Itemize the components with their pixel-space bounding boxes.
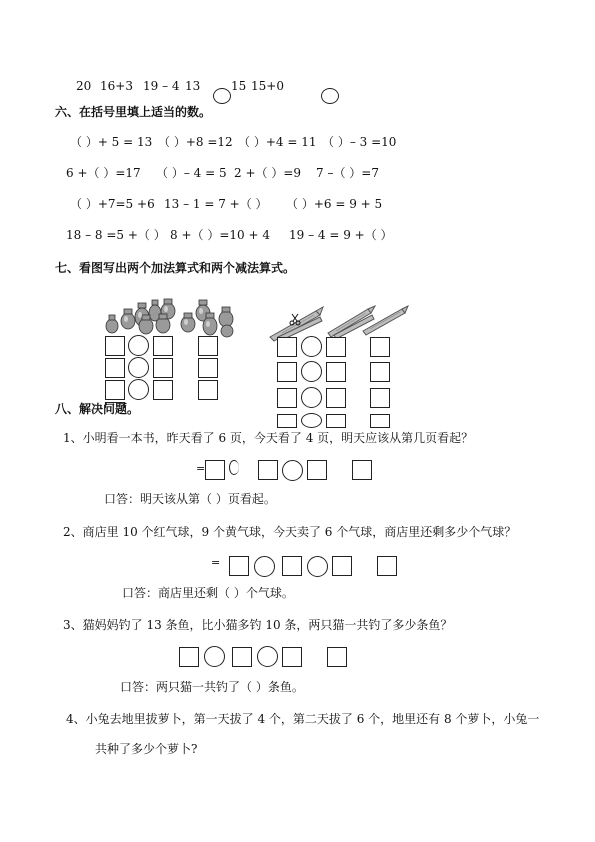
fill-blank-item[interactable]: 13 – 1 = 7 +（ ）: [164, 197, 268, 211]
section7-title: 七、看图写出两个加法算式和两个减法算式。: [55, 261, 296, 275]
equals-mark: =: [211, 556, 221, 569]
answer-box[interactable]: [229, 556, 249, 576]
fill-blank-item[interactable]: 6 +（ ）=17: [66, 166, 141, 180]
answer-box[interactable]: [370, 414, 390, 428]
top-row-expr-15-0: 15+0: [251, 79, 284, 93]
answer-box[interactable]: [153, 358, 173, 378]
answer-box[interactable]: [258, 460, 278, 480]
answer-box[interactable]: [277, 414, 297, 428]
answer-box[interactable]: [326, 388, 346, 408]
answer-box[interactable]: [332, 556, 352, 576]
answer-box[interactable]: [352, 460, 372, 480]
fill-blank-item[interactable]: 8 +（ ）=10 + 4: [170, 228, 270, 242]
answer-box[interactable]: [153, 380, 173, 400]
top-row-num-13: 13: [185, 79, 201, 93]
question-4-text-line2: 共种了多少个萝卜?: [95, 742, 198, 756]
question-2-text: 2、商店里 10 个红气球，9 个黄气球，今天卖了 6 个气球，商店里还剩多少个气球？: [63, 525, 517, 539]
answer-box[interactable]: [198, 358, 218, 378]
scissors-icon: [289, 313, 301, 327]
answer-box[interactable]: [370, 362, 390, 382]
answer-box[interactable]: [179, 647, 199, 667]
question-2-answer: 口答：商店里还剩（ ）个气球。: [122, 586, 294, 600]
answer-box[interactable]: [282, 647, 302, 667]
operator-circle[interactable]: [128, 357, 149, 378]
compare-circle[interactable]: [321, 88, 339, 104]
answer-box[interactable]: [370, 388, 390, 408]
answer-box[interactable]: [307, 460, 327, 480]
answer-box[interactable]: [277, 337, 297, 357]
operator-circle[interactable]: [301, 387, 322, 408]
fill-blank-item[interactable]: 19 – 4 = 9 +（ ）: [289, 228, 393, 242]
answer-box[interactable]: [327, 647, 347, 667]
answer-box[interactable]: [105, 358, 125, 378]
question-1-answer: 口答：明天该从第（ ）页看起。: [104, 492, 276, 506]
operator-circle[interactable]: [254, 556, 275, 577]
operator-circle[interactable]: [229, 460, 239, 475]
answer-box[interactable]: [326, 362, 346, 382]
fill-blank-item[interactable]: 7 –（ ）=7: [316, 166, 379, 180]
compare-circle[interactable]: [213, 88, 231, 104]
answer-box[interactable]: [198, 336, 218, 356]
fill-blank-item[interactable]: （ ）– 3 =10: [322, 135, 397, 149]
operator-circle[interactable]: [128, 335, 149, 356]
section8-title: 八、解决问题。: [55, 402, 140, 416]
operator-circle[interactable]: [301, 336, 322, 357]
operator-circle[interactable]: [282, 460, 303, 481]
top-row-num-15: 15: [231, 79, 247, 93]
answer-box[interactable]: [377, 556, 397, 576]
top-row-num-20: 20: [76, 79, 92, 93]
fill-blank-item[interactable]: （ ）+8 =12: [158, 135, 233, 149]
answer-box[interactable]: [277, 362, 297, 382]
fill-blank-item[interactable]: （ ）+ 5 = 13: [70, 135, 153, 149]
fill-blank-item[interactable]: （ ）+6 = 9 + 5: [286, 197, 383, 211]
fill-blank-item[interactable]: 18 – 8 =5 +（ ）: [66, 228, 166, 242]
answer-box[interactable]: [326, 337, 346, 357]
operator-circle[interactable]: [307, 556, 328, 577]
top-row-expr-19-4: 19 – 4: [143, 79, 180, 93]
operator-circle[interactable]: [301, 413, 322, 428]
operator-circle[interactable]: [301, 361, 322, 382]
answer-box[interactable]: [326, 414, 346, 428]
question-3-answer: 口答：两只猫一共钓了（ ）条鱼。: [120, 680, 304, 694]
question-4-text-line1: 4、小兔去地里拔萝卜，第一天拔了 4 个，第二天拔了 6 个，地里还有 8 个萝卜，小兔一: [66, 712, 540, 726]
answer-box[interactable]: [232, 647, 252, 667]
jar-group-icon: [100, 293, 240, 341]
answer-box[interactable]: [205, 460, 225, 480]
section6-title: 六、在括号里填上适当的数。: [55, 105, 212, 119]
answer-box[interactable]: [198, 380, 218, 400]
answer-box[interactable]: [105, 380, 125, 400]
answer-box[interactable]: [277, 388, 297, 408]
operator-circle[interactable]: [204, 646, 225, 667]
fill-blank-item[interactable]: 2 +（ ）=9: [234, 166, 302, 180]
answer-box[interactable]: [370, 337, 390, 357]
answer-box[interactable]: [282, 556, 302, 576]
fill-blank-item[interactable]: （ ）+7=5 +6: [70, 197, 155, 211]
operator-circle[interactable]: [257, 646, 278, 667]
question-1-text: 1、小明看一本书，昨天看了 6 页，今天看了 4 页，明天应该从第几页看起？: [63, 431, 474, 445]
operator-circle[interactable]: [128, 379, 149, 400]
question-3-text: 3、猫妈妈钓了 13 条鱼，比小猫多钓 10 条，两只猫一共钓了多少条鱼？: [63, 618, 453, 632]
fill-blank-item[interactable]: （ ）– 4 = 5: [156, 166, 227, 180]
answer-box[interactable]: [105, 336, 125, 356]
answer-box[interactable]: [153, 336, 173, 356]
fill-blank-item[interactable]: （ ）+4 = 11: [238, 135, 317, 149]
equals-mark: =: [196, 462, 206, 475]
top-row-expr-16-3: 16+3: [100, 79, 133, 93]
